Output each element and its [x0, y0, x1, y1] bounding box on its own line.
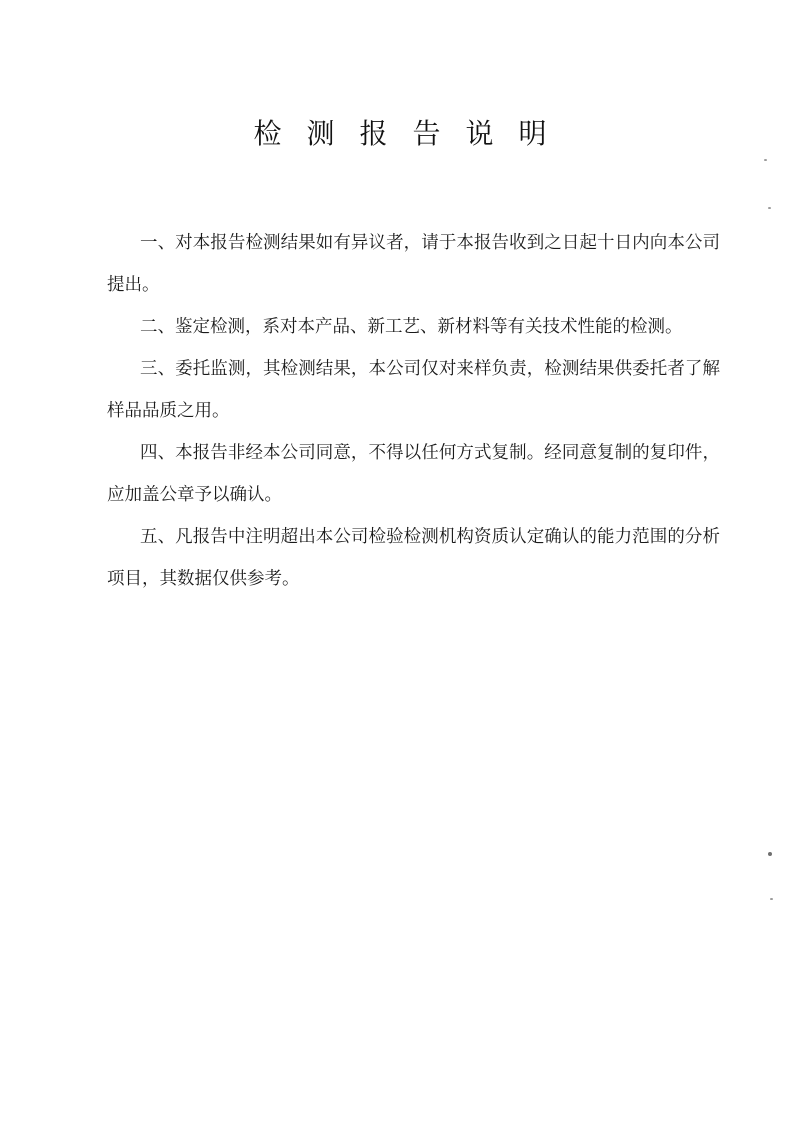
paragraph-4: 四、本报告非经本公司同意，不得以任何方式复制。经同意复制的复印件，应加盖公章予以确认。: [107, 443, 720, 505]
document-body: [107, 222, 720, 600]
scan-speck: [768, 852, 772, 856]
document-title: 检测报告说明: [253, 117, 572, 150]
paragraph-3: 三、委托监测，其检测结果，本公司仅对来样负责，检测结果供委托者了解样品品质之用。: [107, 359, 720, 421]
scan-speck: [768, 207, 771, 209]
scan-speck: [764, 159, 767, 161]
paragraph-5: 五、凡报告中注明超出本公司检验检测机构资质认定确认的能力范围的分析项目，其数据仅供参考。: [107, 527, 720, 589]
paragraph-2: 二、鉴定检测，系对本产品、新工艺、新材料等有关技术性能的检测。: [140, 317, 683, 337]
scan-speck: [770, 898, 773, 900]
paragraph-1: 一、对本报告检测结果如有异议者，请于本报告收到之日起十日内向本公司提出。: [107, 233, 720, 295]
